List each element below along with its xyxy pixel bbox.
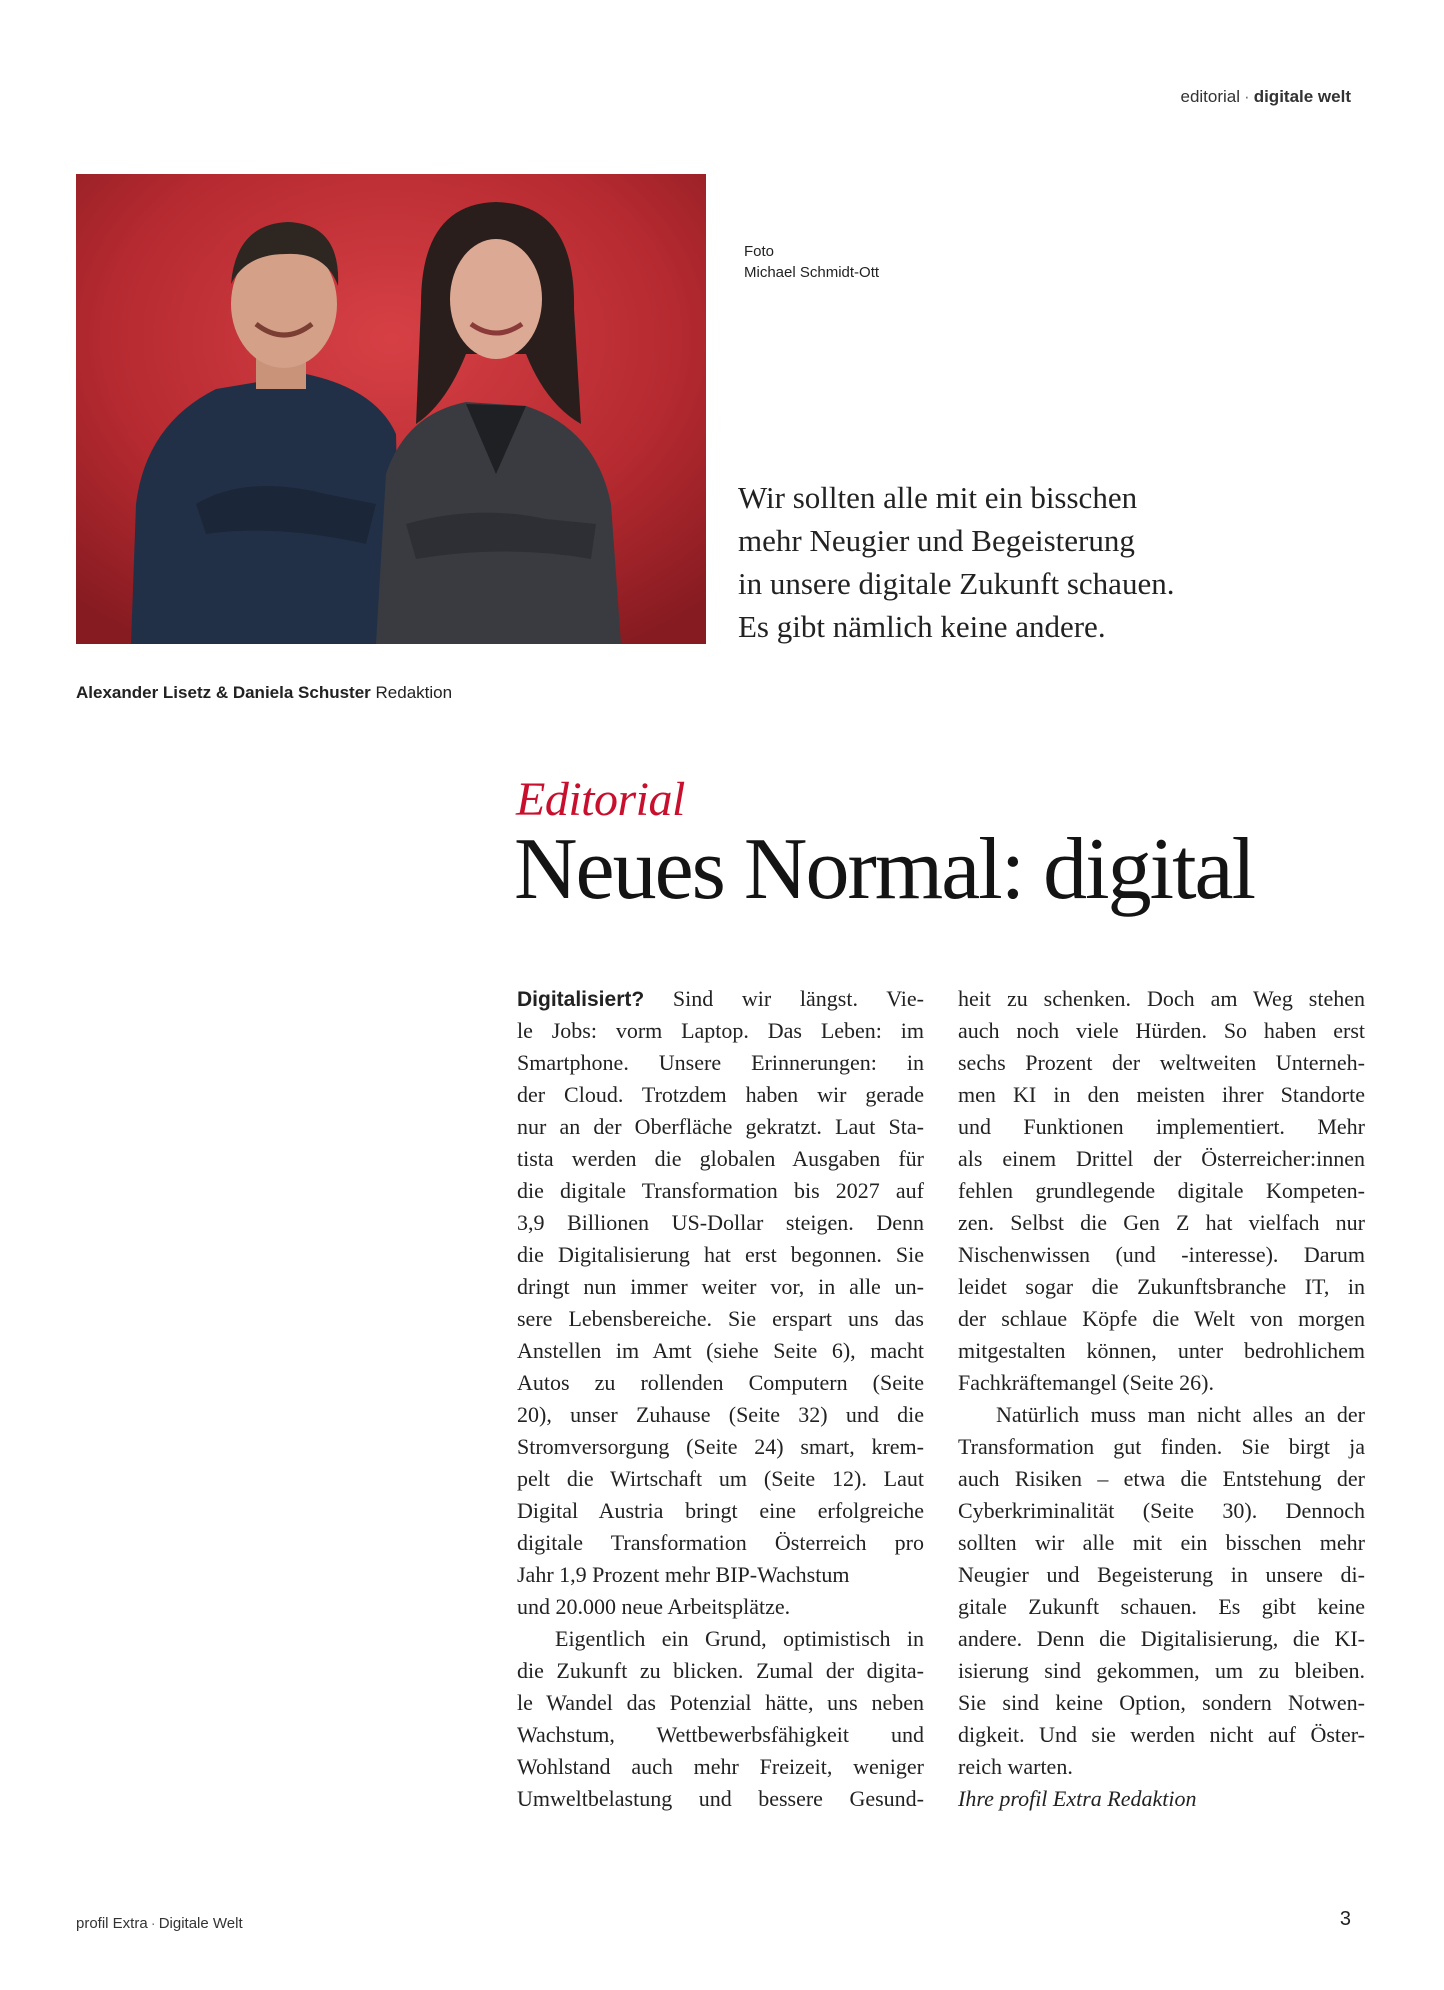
article-line: die Zukunft zu blicken. Zumal der digita- bbox=[517, 1658, 924, 1683]
article-line: tista werden die globalen Ausgaben für bbox=[517, 1146, 924, 1171]
article-line: und Funktionen implementiert. Mehr bbox=[958, 1114, 1365, 1139]
editors-photo bbox=[76, 174, 706, 644]
pull-quote bbox=[738, 476, 1258, 648]
article-line: digkeit. Und sie werden nicht auf Öster- bbox=[958, 1722, 1365, 1747]
photo-credit-name: Michael Schmidt-Ott bbox=[744, 264, 880, 281]
header-section: editorial bbox=[1180, 87, 1241, 106]
portrait-photo-icon bbox=[76, 174, 706, 644]
article-line: heit zu schenken. Doch am Weg stehen bbox=[958, 986, 1365, 1011]
running-footer bbox=[76, 1915, 243, 1932]
article-line: Fachkräftemangel (Seite 26). bbox=[958, 1370, 1214, 1395]
article-line: men KI in den meisten ihrer Standorte bbox=[958, 1082, 1365, 1107]
pull-quote-line: Wir sollten alle mit ein bisschen bbox=[738, 480, 1138, 515]
photo-credit-label: Foto bbox=[744, 243, 775, 260]
article-line: 3,9 Billionen US-Dollar steigen. Denn bbox=[517, 1210, 924, 1235]
caption-role: Redaktion bbox=[375, 683, 453, 702]
article-line: sere Lebensbereiche. Sie erspart uns das bbox=[517, 1306, 924, 1331]
article-line: mitgestalten können, unter bedrohlichem bbox=[958, 1338, 1365, 1363]
article-line: sechs Prozent der weltweiten Unterneh- bbox=[958, 1050, 1365, 1075]
article-line: Stromversorgung (Seite 24) smart, krem- bbox=[517, 1434, 924, 1459]
article-line: Wachstum, Wettbewerbsfähigkeit und bbox=[517, 1722, 924, 1747]
article-line: leidet sogar die Zukunftsbranche IT, in bbox=[958, 1274, 1365, 1299]
article-line: Digital Austria bringt eine erfolgreiche bbox=[517, 1498, 924, 1523]
photo-caption bbox=[76, 683, 452, 703]
article-line: und 20.000 neue Arbeitsplätze. bbox=[517, 1594, 791, 1619]
article-line: auch noch viele Hürden. So haben erst bbox=[958, 1018, 1365, 1043]
article-line: Wohlstand auch mehr Freizeit, weniger bbox=[517, 1754, 924, 1779]
article-line: gitale Zukunft schauen. Es gibt keine bbox=[958, 1594, 1365, 1619]
article-line: 20), unser Zuhause (Seite 32) und die bbox=[517, 1402, 924, 1427]
article-line: isierung sind gekommen, um zu bleiben. bbox=[958, 1658, 1365, 1683]
article-column-right bbox=[958, 983, 1365, 1815]
photo-credit bbox=[744, 241, 879, 283]
article-line: die Digitalisierung hat erst begonnen. Sie bbox=[517, 1242, 924, 1267]
pull-quote-line: Es gibt nämlich keine andere. bbox=[738, 609, 1106, 644]
footer-separator: · bbox=[150, 1915, 156, 1932]
article-line: Smartphone. Unsere Erinnerungen: in bbox=[517, 1050, 924, 1075]
footer-issue: Digitale Welt bbox=[158, 1915, 243, 1932]
header-separator: · bbox=[1244, 87, 1250, 106]
article-line: Transformation gut finden. Sie birgt ja bbox=[958, 1434, 1365, 1459]
article-line: fehlen grundlegende digitale Kompeten- bbox=[958, 1178, 1365, 1203]
article-line: Jahr 1,9 Prozent mehr BIP-Wachstum bbox=[517, 1562, 850, 1587]
article-line: der Cloud. Trotzdem haben wir gerade bbox=[517, 1082, 924, 1107]
footer-publication: profil Extra bbox=[76, 1915, 148, 1932]
article-line: nur an der Oberfläche gekratzt. Laut Sta- bbox=[517, 1114, 924, 1139]
article-line: digitale Transformation Österreich pro bbox=[517, 1530, 924, 1555]
article-line: andere. Denn die Digitalisierung, die KI- bbox=[958, 1626, 1365, 1651]
article-line: Umweltbelastung und bessere Gesund- bbox=[517, 1786, 924, 1811]
article-line: Anstellen im Amt (siehe Seite 6), macht bbox=[517, 1338, 924, 1363]
article-line: zen. Selbst die Gen Z hat vielfach nur bbox=[958, 1210, 1365, 1235]
article-line: le Jobs: vorm Laptop. Das Leben: im bbox=[517, 1018, 924, 1043]
article-line: Nischenwissen (und -interesse). Darum bbox=[958, 1242, 1365, 1267]
article-line: pelt die Wirtschaft um (Seite 12). Laut bbox=[517, 1466, 924, 1491]
article-line: Natürlich muss man nicht alles an der bbox=[996, 1402, 1365, 1427]
article-line-text: Sind wir längst. Vie- bbox=[644, 986, 924, 1011]
article-lead-word: Digitalisiert? bbox=[517, 988, 645, 1011]
article-column-left bbox=[517, 983, 924, 1815]
article-line: auch Risiken – etwa die Entstehung der bbox=[958, 1466, 1365, 1491]
article-signoff: Ihre profil Extra Redaktion bbox=[958, 1786, 1197, 1811]
article-line: reich warten. bbox=[958, 1754, 1073, 1779]
article-line bbox=[517, 983, 924, 1015]
article-line: Neugier und Begeisterung in unsere di- bbox=[958, 1562, 1365, 1587]
header-title: digitale welt bbox=[1253, 87, 1351, 106]
pull-quote-line: mehr Neugier und Begeisterung bbox=[738, 523, 1135, 558]
article-line: dringt nun immer weiter vor, in alle un- bbox=[517, 1274, 924, 1299]
article-headline: Neues Normal: digital bbox=[514, 821, 1255, 918]
article-line: le Wandel das Potenzial hätte, uns neben bbox=[517, 1690, 924, 1715]
article-line: Sie sind keine Option, sondern Notwen- bbox=[958, 1690, 1365, 1715]
running-header bbox=[1180, 87, 1351, 107]
article-line: Eigentlich ein Grund, optimistisch in bbox=[555, 1626, 924, 1651]
article-line: Autos zu rollenden Computern (Seite bbox=[517, 1370, 924, 1395]
article-kicker: Editorial bbox=[516, 773, 685, 826]
article-line: als einem Drittel der Österreicher:innen bbox=[958, 1146, 1365, 1171]
page-number: 3 bbox=[1339, 1908, 1351, 1930]
pull-quote-line: in unsere digitale Zukunft schauen. bbox=[738, 566, 1175, 601]
article-line: die digitale Transformation bis 2027 auf bbox=[517, 1178, 924, 1203]
caption-names: Alexander Lisetz & Daniela Schuster bbox=[76, 683, 371, 702]
article-line: der schlaue Köpfe die Welt von morgen bbox=[958, 1306, 1365, 1331]
article-line: sollten wir alle mit ein bisschen mehr bbox=[958, 1530, 1365, 1555]
article-line: Cyberkriminalität (Seite 30). Dennoch bbox=[958, 1498, 1365, 1523]
